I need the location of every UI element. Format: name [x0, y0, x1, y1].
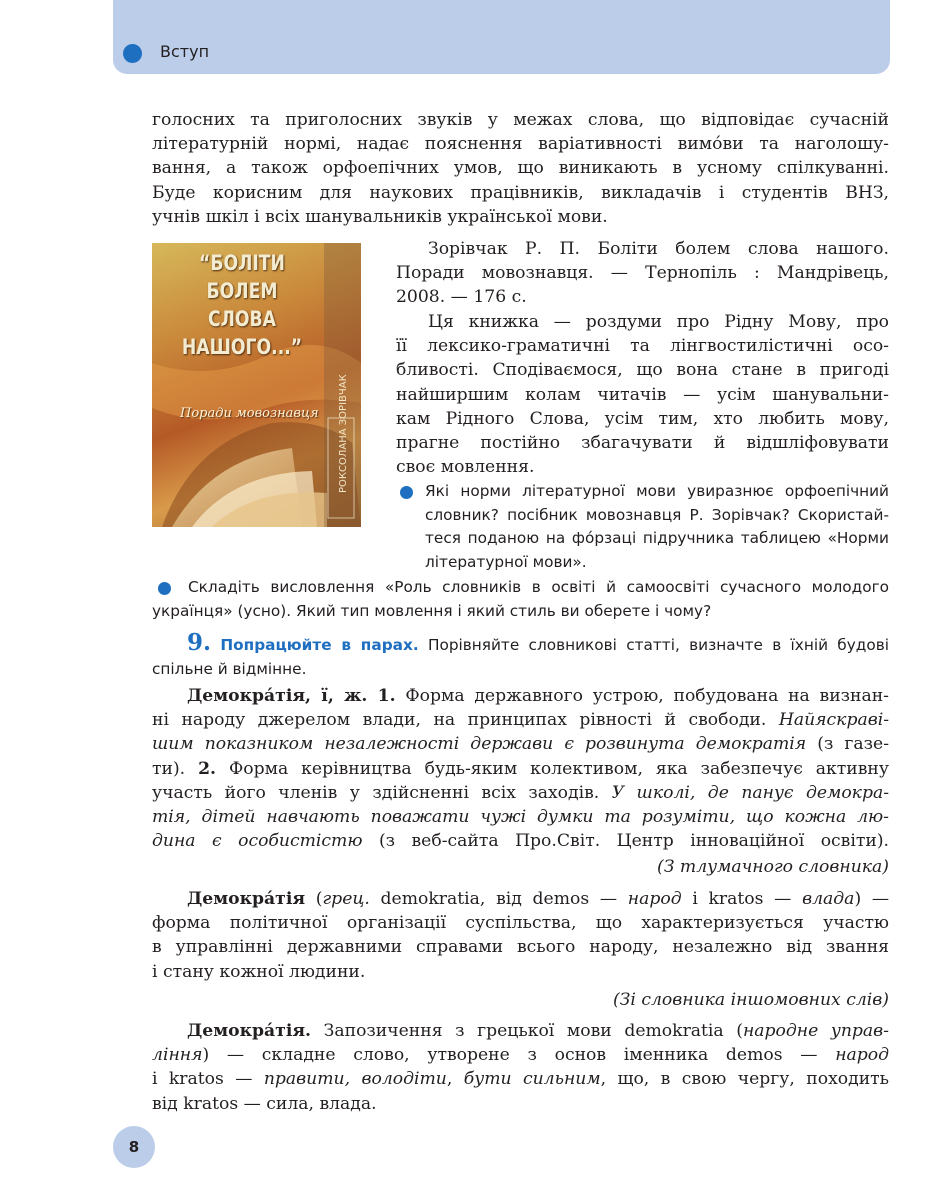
chapter-title: Вступ — [160, 42, 210, 61]
question-bullet-icon — [400, 486, 413, 499]
question-orthoepic: Які норми літературної мови увиразнює орфоепічний словник? посібник мовознавця Р. Зорівчак? Скористай- теся поданою на фо́рзаці підручника таблицею «Норми літературної мови». — [425, 482, 889, 571]
exercise-number: 9. — [187, 629, 212, 656]
book-cover-author: РОКСОЛАНА ЗОРІВЧАК — [338, 374, 349, 493]
intro-paragraph: голосних та приголосних звуків у межах слова, що відповідає сучасній літературній нормі, надає пояснення варіативності вимо́ви та наголошу- вання, а також орфоепічних умов, що виникають в усному спілкуванні. Буде корисним для наукових працівників, викладачів і студентів ВНЗ, учнів шкіл і всіх шанувальників української мови. — [152, 110, 889, 227]
question-dictionaries-role: Складіть висловлення «Роль словників в освіті й самоосвіті сучасного молодого українця» (усно). Який тип мовлення і який стиль ви оберете і чому? — [152, 578, 889, 620]
exercise-label: Попрацюйте в парах. — [220, 636, 419, 654]
book-cover-image — [152, 243, 361, 527]
dictionary-entry-explanatory: Демокра́тія, ї, ж. 1. Форма державного устрою, побудована на визнан- ні народу джерелом влади, на принципах рівності й свободи. Найяскраві- шим показником незалежності держави є розвинута демократія (з газе- ти). 2. Форма керівництва будь-яким колективом, яка забезпечує активну участь його членів у здійсненні всіх заходів. У школі, де панує демокра- тія, дітей навчають поважати чужі думки та розуміти, що кожна лю- дина є особистістю (з веб-сайта Про.Світ. Центр інноваційної освіти). — [152, 686, 890, 852]
exercise-9-task: 9. Попрацюйте в парах. Порівняйте словникові статті, визначте в їхній будові спільне й відмінне. — [152, 629, 889, 678]
chapter-header-bar — [113, 0, 890, 74]
source-explanatory-dictionary: (З тлумачного словника) — [657, 857, 889, 877]
dictionary-entry-etymology: Демокра́тія. Запозичення з грецької мови demokratia (народне управ- ління) — складне слово, утворене з основ іменника demos — народ і kratos — правити, володіти, бути сильним, що, в свою чергу, походить від kratos — сила, влада. — [152, 1021, 890, 1114]
book-description: Ця книжка — роздуми про Рідну Мову, про її лексико-граматичні та лінгвостилістичні осо- бливості. Сподіваємося, що вона стане в пригоді найширшим колам читачів — усім шанувальни- кам Рідного Слова, усім тим, хто любить мову, прагне постійно збагачувати й відшліфовувати своє мовлення. — [396, 312, 889, 478]
dictionary-entry-foreign-words: Демокра́тія (грец. demokratia, від demos — народ і kratos — влада) — форма політичної організації суспільства, що характеризується участю в управлінні державними справами всього народу, незалежно від звання і стану кожної людини. — [152, 889, 890, 982]
source-foreign-words-dictionary: (Зі словника іншомовних слів) — [612, 990, 889, 1010]
book-cover-subtitle: Поради мовознавця — [180, 406, 319, 421]
header-bullet-icon — [123, 44, 142, 63]
book-citation: Зорівчак Р. П. Боліти болем слова нашого. Поради мовознавця. — Тернопіль : Мандрівець, 2008. — 176 с. — [396, 239, 889, 308]
page-number: 8 — [113, 1126, 155, 1168]
book-cover-title: “БОЛІТИ БОЛЕМ СЛОВА НАШОГО...” — [181, 251, 303, 359]
